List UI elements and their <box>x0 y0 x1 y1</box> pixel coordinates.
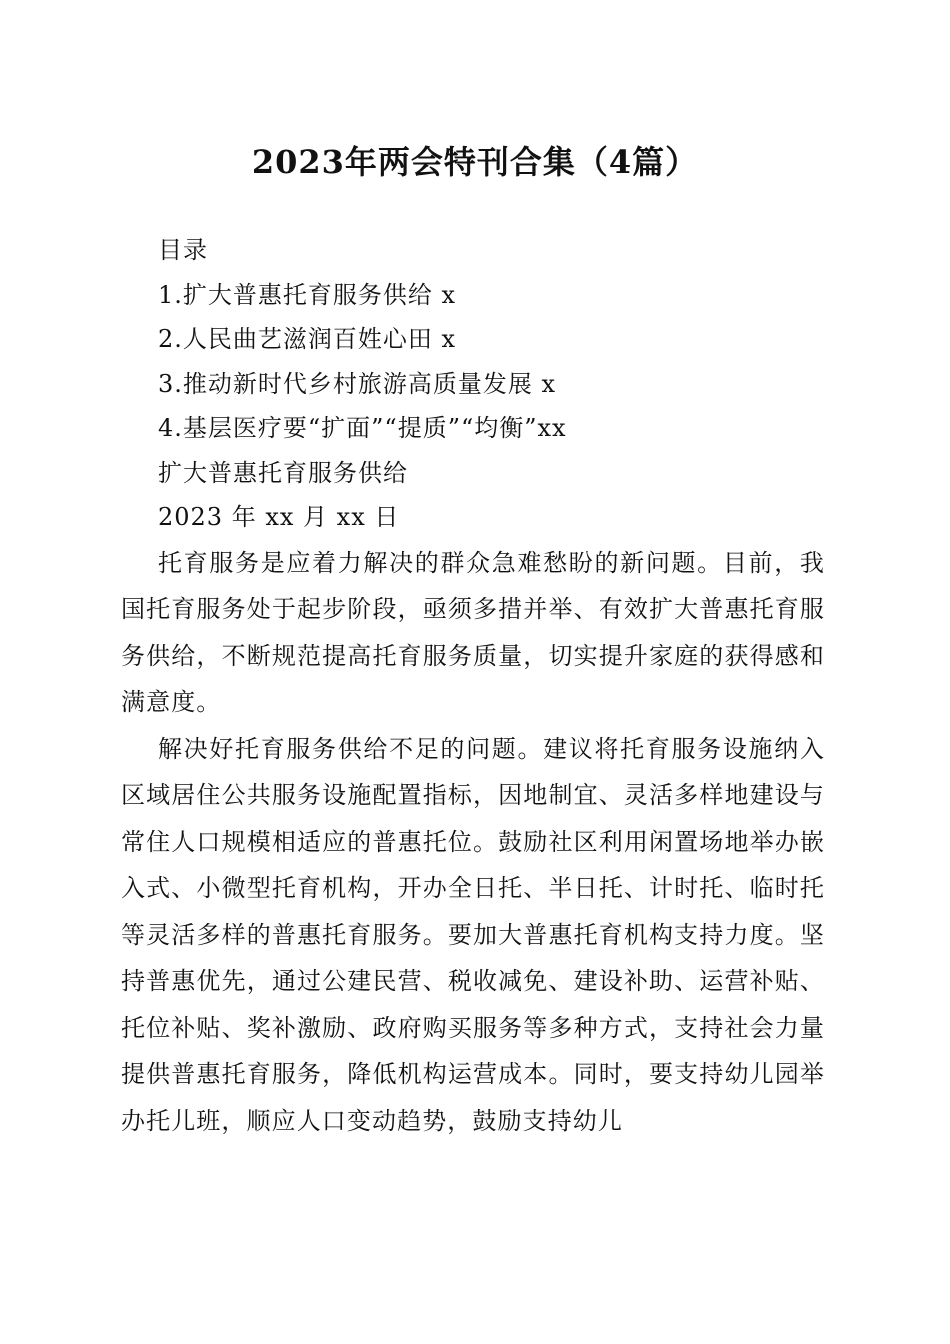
toc-item[interactable]: 2.人民曲艺滋润百姓心田 x <box>158 325 457 353</box>
document-title: 2023年两会特刊合集（4篇） <box>251 143 699 181</box>
toc-item[interactable]: 4.基层医疗要“扩面”“提质”“均衡”xx <box>158 414 567 442</box>
article-paragraph: 解决好托育服务供给不足的问题。建议将托育服务设施纳入区域居住公共服务设施配置指标，因地制宜、灵活多样地建设与常住人口规模相适应的普惠托位。鼓励社区利用闲置场地举办嵌入式、小微型托育机构，开办全日托、半日托、计时托、临时托等灵活多样的普惠托育服务。要加大普惠托育机构支持力度。坚持普惠优先，通过公建民营、税收减免、建设补助、运营补贴、托位补贴、奖补激励、政府购买服务等多种方式，支持社会力量提供普惠托育服务，降低机构运营成本。同时，要支持幼儿园举办托儿班，顺应人口变动趋势，鼓励支持幼儿 <box>121 734 825 1135</box>
document-body <box>121 228 825 1144</box>
toc-item[interactable]: 1.扩大普惠托育服务供给 x <box>158 280 457 309</box>
article-title: 扩大普惠托育服务供给 <box>158 458 408 487</box>
toc-item[interactable]: 3.推动新时代乡村旅游高质量发展 x <box>158 369 557 398</box>
toc-heading: 目录 <box>158 236 208 264</box>
article-paragraph: 托育服务是应着力解决的群众急难愁盼的新问题。目前，我国托育服务处于起步阶段，亟须多措并举、有效扩大普惠托育服务供给，不断规范提高托育服务质量，切实提升家庭的获得感和满意度。 <box>121 548 825 716</box>
article-date: 2023 年 xx 月 xx 日 <box>158 503 400 531</box>
